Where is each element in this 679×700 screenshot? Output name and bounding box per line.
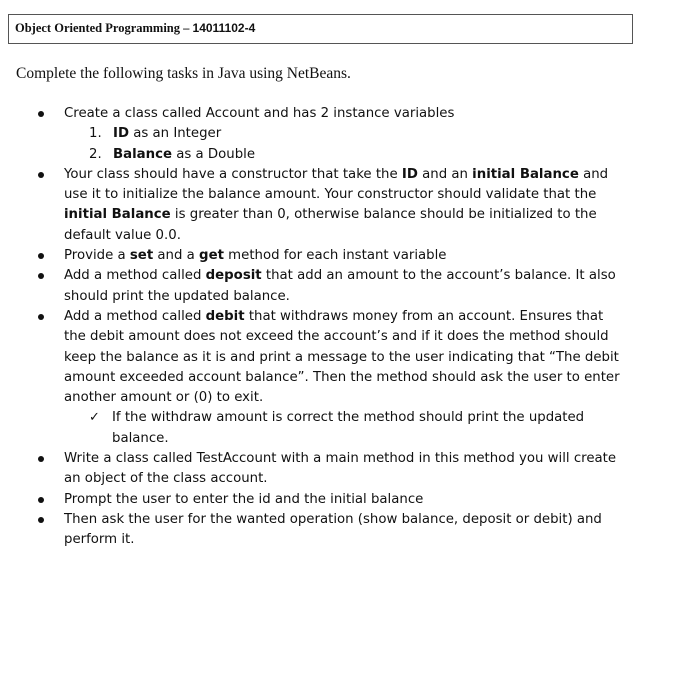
task-text: that withdraws money from an account. Ensures that the debit amount does not exceed the account’s and if it does the method should keep the balance as it is and print a message to the user indicating that “The debit amount exceeded account balance”. Then the method should ask the user to enter another amount or (0) to exit. xyxy=(64,308,620,406)
checkmark-icon: ✓ xyxy=(89,410,100,426)
task-list xyxy=(0,104,679,551)
bullet-icon xyxy=(38,314,44,320)
task-item xyxy=(0,246,620,266)
course-name: Object Oriented Programming xyxy=(15,21,181,35)
course-title xyxy=(15,21,255,36)
task-item xyxy=(0,165,620,246)
bold-term: Balance xyxy=(113,146,173,162)
task-item xyxy=(0,490,620,510)
bold-term: initial Balance xyxy=(64,207,171,223)
task-text: Add a method called xyxy=(64,308,206,324)
instance-variable-list xyxy=(64,124,620,165)
task-text: Your class should have a constructor that take the xyxy=(64,166,402,182)
task-item xyxy=(0,307,620,449)
bullet-icon xyxy=(38,456,44,462)
task-text: method for each instant variable xyxy=(223,248,447,264)
sub-item-text: as an Integer xyxy=(129,126,222,142)
bullet-icon xyxy=(38,253,44,259)
task-text: Create a class called Account and has 2 instance variables xyxy=(64,106,455,121)
bold-term: ID xyxy=(401,166,418,182)
task-text: is greater than 0, otherwise balance should be initialized to the default value 0.0. xyxy=(64,207,597,243)
bullet-icon xyxy=(38,172,44,178)
item-number: 2. xyxy=(89,146,102,162)
sub-item xyxy=(64,124,620,144)
bullet-icon xyxy=(38,517,44,523)
course-code: 14011102-4 xyxy=(192,21,256,35)
check-list xyxy=(64,408,620,449)
bold-term: initial Balance xyxy=(472,166,579,182)
bold-term: get xyxy=(199,248,224,264)
document-header xyxy=(8,14,633,44)
check-item-text: If the withdraw amount is correct the method should print the updated balance. xyxy=(112,410,585,446)
bullet-icon xyxy=(38,497,44,503)
task-text: that add an amount to the account’s balance. It also should print the updated balance. xyxy=(64,268,616,304)
bold-term: ID xyxy=(113,126,129,142)
task-text: Then ask the user for the wanted operation (show balance, deposit or debit) and perform it. xyxy=(64,511,602,548)
bold-term: debit xyxy=(205,308,245,324)
bullet-icon xyxy=(38,273,44,279)
check-item xyxy=(64,408,620,449)
sub-item xyxy=(64,145,620,165)
bold-term: set xyxy=(129,248,154,264)
task-text: Prompt the user to enter the id and the initial balance xyxy=(64,491,424,507)
task-text: Add a method called xyxy=(64,268,206,284)
task-text: Write a class called TestAccount with a main method in this method you will create an object of the class account. xyxy=(64,451,617,487)
task-text: and a xyxy=(153,248,200,264)
task-item xyxy=(0,449,620,490)
bullet-icon xyxy=(38,111,44,117)
task-text: Provide a xyxy=(64,248,130,264)
item-number: 1. xyxy=(89,126,102,142)
task-item xyxy=(0,266,620,307)
sub-item-text: as a Double xyxy=(172,146,256,162)
task-item xyxy=(0,104,620,165)
intro-text: Complete the following tasks in Java using NetBeans. xyxy=(16,65,351,82)
course-dash: – xyxy=(183,21,190,35)
task-text: and an xyxy=(417,166,473,182)
task-item xyxy=(0,510,620,551)
task-text: and use it to initialize the balance amount. Your constructor should validate that the xyxy=(64,166,609,203)
bold-term: deposit xyxy=(205,268,262,284)
